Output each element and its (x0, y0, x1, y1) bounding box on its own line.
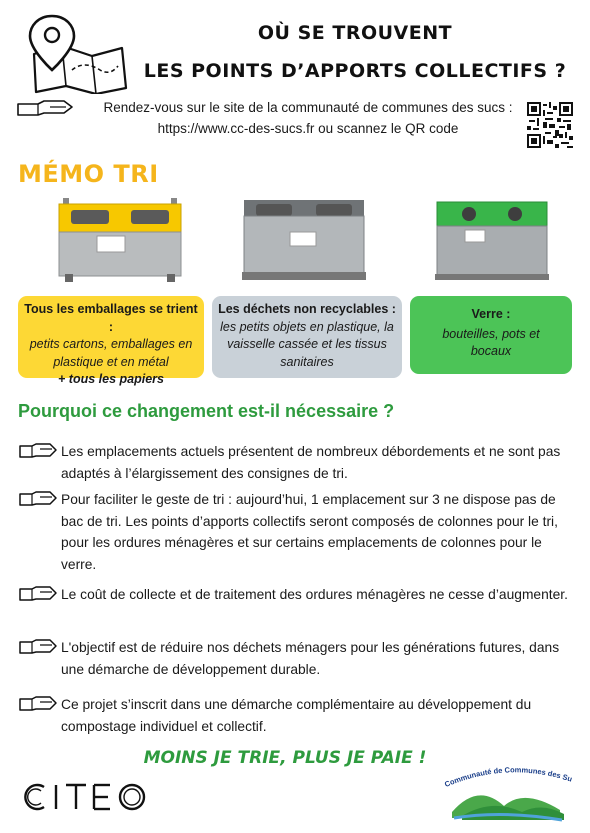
website-link[interactable]: https://www.cc-des-sucs.fr ou scannez le QR code (157, 121, 459, 136)
memo-tri-heading: MÉMO TRI (18, 160, 159, 188)
citeo-logo (22, 780, 152, 819)
list-item (18, 489, 578, 575)
card-non-recyclable-text: les petits objets en plastique, la vaisselle cassée et les tissus sanitaires (220, 319, 394, 369)
section-heading: Pourquoi ce changement est-il nécessaire ? (18, 401, 395, 421)
card-packaging-heading: Tous les emballages se trient : (24, 302, 198, 334)
list-item-text: Ce projet s’inscrit dans une démarche complémentaire au développement du compostage individuel et collectif. (61, 697, 532, 734)
qr-code[interactable] (527, 102, 573, 148)
list-item-text: L'objectif est de réduire nos déchets ménagers pour les générations futures, dans une démarche de développement durable. (61, 640, 560, 677)
cc-des-sucs-logo (432, 762, 580, 824)
card-glass (410, 296, 572, 374)
cc-logo-text: Communauté de Communes des Su (443, 765, 574, 789)
list-item (18, 637, 578, 680)
card-packaging-text: petits cartons, emballages en plastique et en métal (29, 337, 193, 369)
list-item (18, 584, 578, 606)
yellow-recycling-bin (55, 196, 185, 289)
list-item-text: Le coût de collecte et de traitement des ordures ménagères ne cesse d’augmenter. (61, 587, 568, 602)
slogan: MOINS JE TRIE, PLUS JE PAIE ! (143, 748, 427, 768)
pointing-hand-icon (18, 695, 58, 711)
svg-text:Communauté de Communes des Suc (432, 762, 574, 789)
card-glass-heading: Verre : (471, 307, 511, 321)
pointing-hand-icon (18, 638, 58, 654)
pointing-hand-icon (16, 99, 76, 122)
page-title-line2: LES POINTS D’APPORTS COLLECTIFS ? (143, 60, 567, 82)
pointing-hand-icon (18, 585, 58, 601)
list-item (18, 694, 578, 737)
pointing-hand-icon (18, 442, 58, 458)
pointing-hand-icon (18, 490, 58, 506)
card-non-recyclable-heading: Les déchets non recyclables : (218, 302, 396, 316)
intro-line1: Rendez-vous sur le site de la communauté de communes des sucs : (103, 100, 513, 115)
list-item-text: Les emplacements actuels présentent de nombreux débordements et ne sont pas adaptés à l’élargissement des consignes de tri. (61, 444, 561, 481)
map-pin-icon (22, 14, 132, 94)
card-packaging (18, 296, 204, 386)
list-item (18, 441, 578, 484)
card-glass-text: bouteilles, pots et bocaux (442, 326, 540, 358)
page-title-line1: OÙ SE TROUVENT (257, 22, 453, 44)
list-item-text: Pour faciliter le geste de tri : aujourd’hui, 1 emplacement sur 3 ne dispose pas de bac de tri. Les points d’apports collectifs seront composés de colonnes pour le tri, pour les ordures ménagères et sur certains emplacements de colonnes pour le verre. (61, 492, 558, 572)
card-non-recyclable (212, 296, 402, 378)
card-packaging-extra: + tous les papiers (58, 372, 164, 386)
green-glass-bin (433, 196, 551, 289)
grey-waste-bin (240, 196, 368, 291)
